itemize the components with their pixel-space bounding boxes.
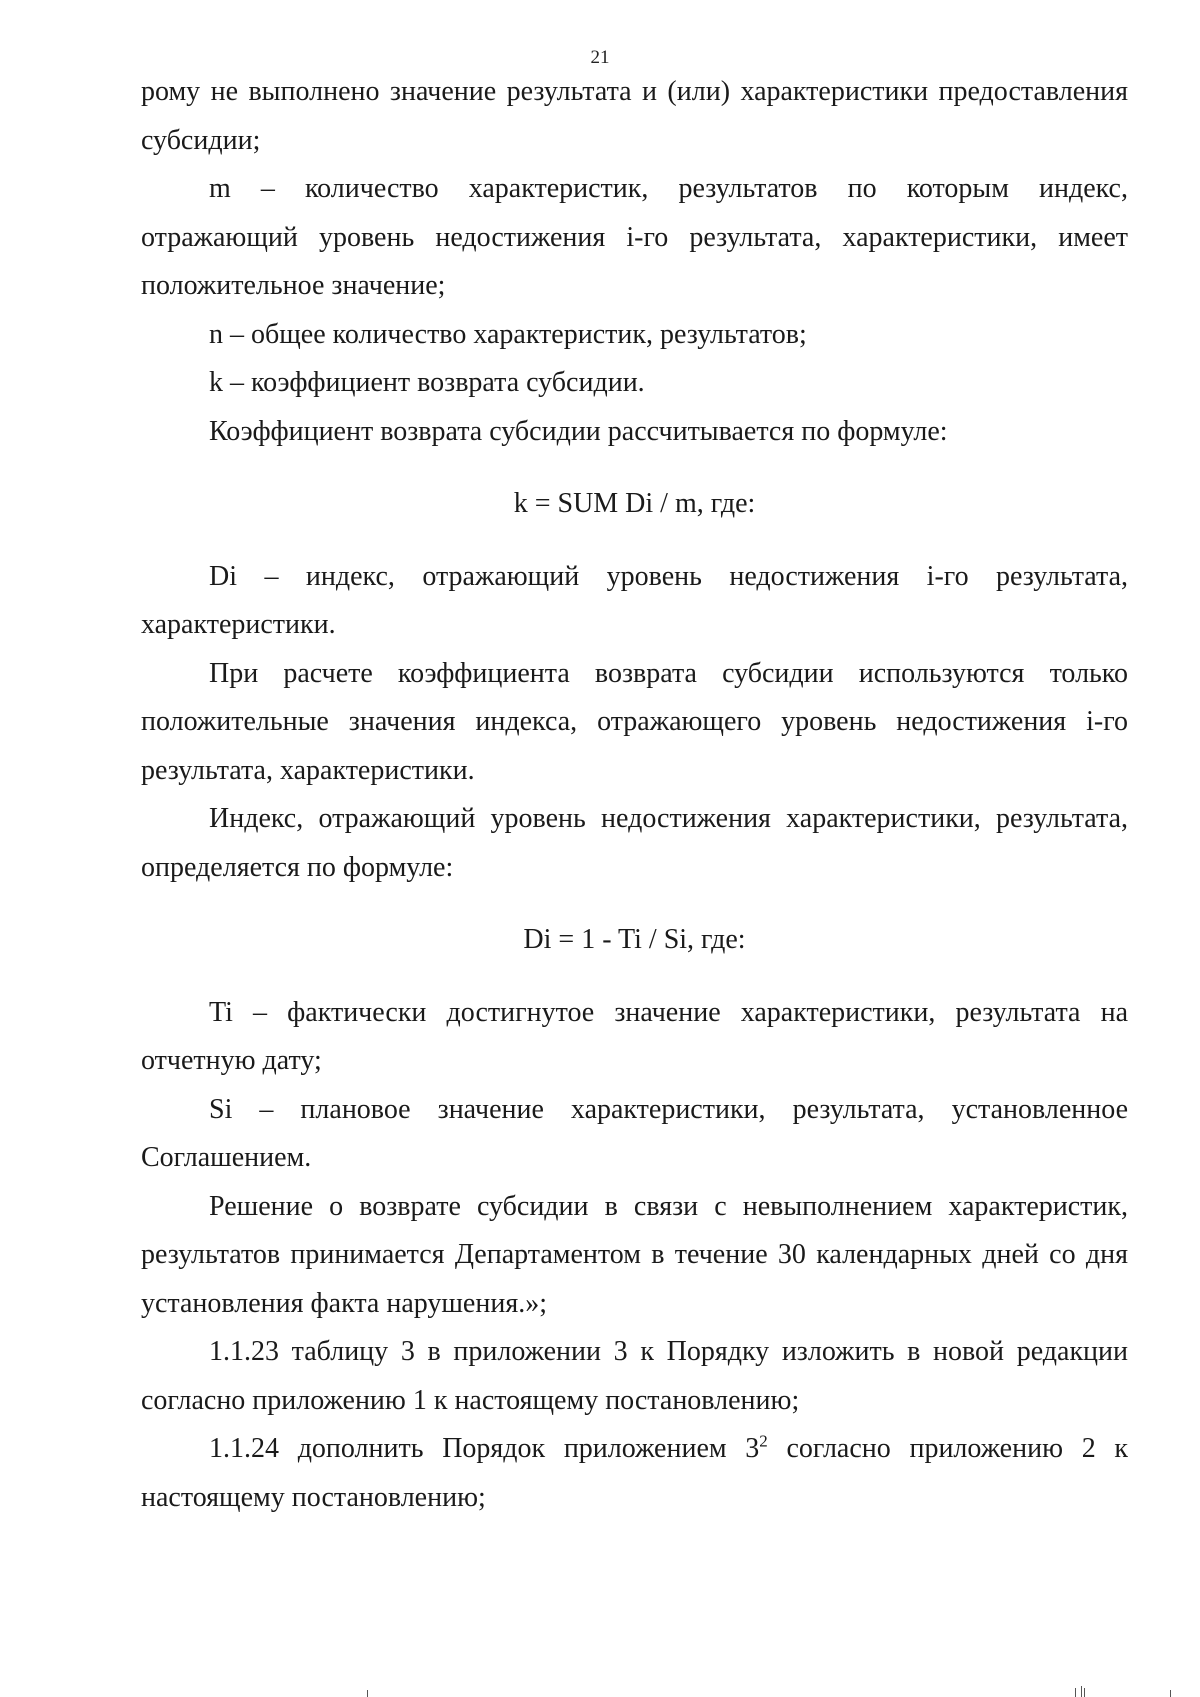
paragraph-definition-di: Di – индекс, отражающий уровень недостижения i-го результата, характеристики. bbox=[141, 560, 1128, 640]
scan-artifact-mark bbox=[1084, 1688, 1085, 1697]
paragraph-continuation: рому не выполнено значение результата и (или) характеристики предоставления субсидии; bbox=[141, 76, 1128, 156]
paragraph-return-decision: Решение о возврате субсидии в связи с невыполнением характеристик, результатов принимается Департаментом в течение 30 календарных дней со дня установления факта нарушения.»; bbox=[141, 1190, 1128, 1319]
scan-artifact-mark bbox=[1170, 1690, 1171, 1697]
document-body bbox=[141, 68, 1128, 1522]
item-1-1-24-text-end: согласно приложению 2 к настоящему постановлению; bbox=[141, 1433, 1128, 1513]
paragraph-item-1-1-24 bbox=[141, 1425, 1128, 1522]
paragraph-definition-m: m – количество характеристик, результатов по которым индекс, отражающий уровень недостижения i-го результата, характеристики, имеет положительное значение; bbox=[141, 173, 1128, 301]
page-number: 21 bbox=[590, 47, 610, 68]
paragraph-definition-ti: Ti – фактически достигнутое значение характеристики, результата на отчетную дату; bbox=[141, 996, 1128, 1076]
formula-k: k = SUM Di / m, где: bbox=[513, 488, 756, 519]
paragraph-formula-intro-di: Индекс, отражающий уровень недостижения характеристики, результата, определяется по формуле: bbox=[141, 803, 1128, 883]
paragraph-item-1-1-23: 1.1.23 таблицу 3 в приложении 3 к Порядку изложить в новой редакции согласно приложению 1 к настоящему постановлению; bbox=[141, 1336, 1128, 1416]
paragraph-definition-n: n – общее количество характеристик, результатов; bbox=[209, 318, 807, 350]
paragraph-definition-si: Si – плановое значение характеристики, результата, установленное Соглашением. bbox=[141, 1093, 1128, 1173]
paragraph-definition-k: k – коэффициент возврата субсидии. bbox=[209, 367, 645, 398]
formula-di: Di = 1 - Ti / Si, где: bbox=[523, 924, 746, 955]
scan-artifact-mark bbox=[1081, 1686, 1082, 1697]
paragraph-formula-intro-k: Коэффициент возврата субсидии рассчитывается по формуле: bbox=[209, 415, 948, 447]
scan-artifact-mark bbox=[367, 1690, 368, 1697]
scan-artifact-mark bbox=[1075, 1688, 1076, 1697]
paragraph-positive-values: При расчете коэффициента возврата субсидии используются только положительные значения индекса, отражающего уровень недостижения i-го результата, характеристики. bbox=[141, 657, 1128, 786]
superscript-index: 2 bbox=[759, 1431, 768, 1451]
item-1-1-24-text-start: 1.1.24 дополнить Порядок приложением 3 bbox=[209, 1433, 760, 1464]
